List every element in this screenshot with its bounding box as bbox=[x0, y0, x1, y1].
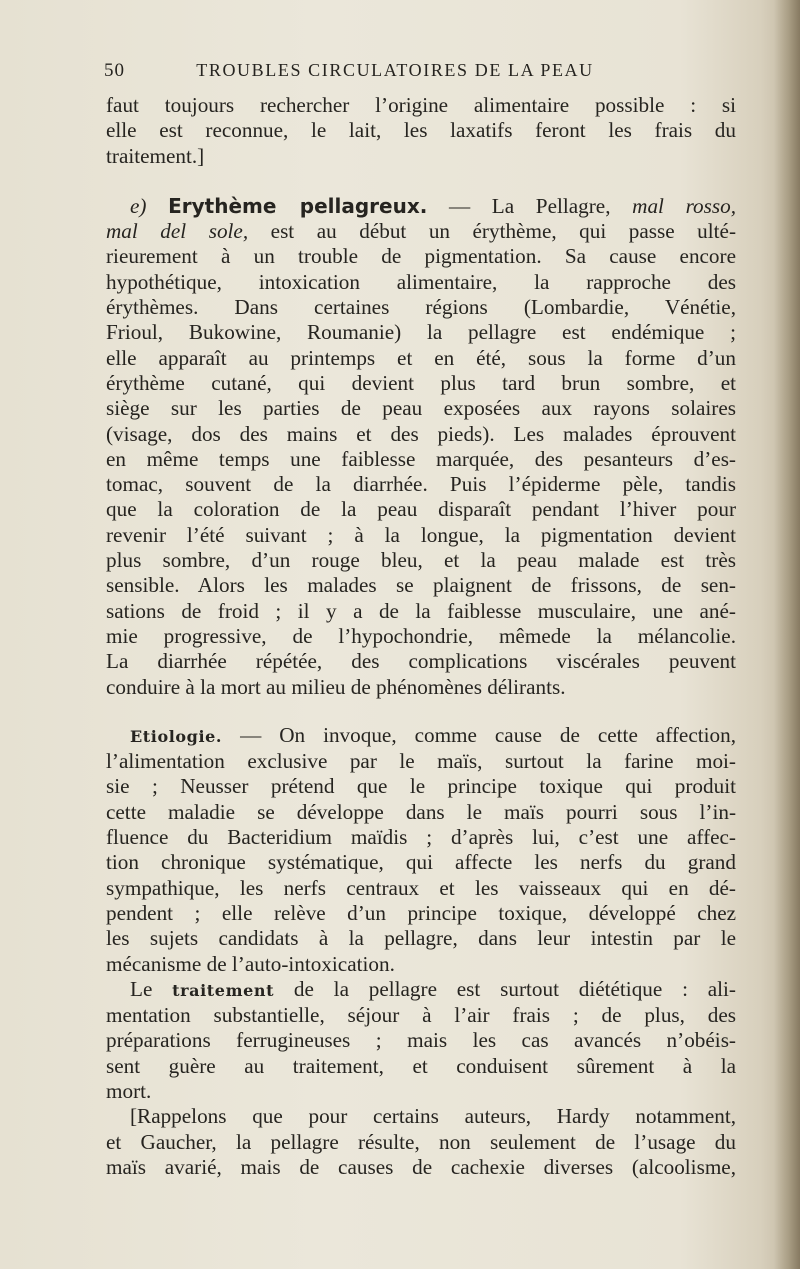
text-line: préparations ferrugineuses ; mais les cas avancés n’obéis- bbox=[106, 1028, 736, 1053]
text-line: mécanisme de l’auto-intoxication. bbox=[106, 951, 395, 976]
text-line: La diarrhée répétée, des complications viscérales peuvent bbox=[106, 649, 736, 674]
text-line: sent guère au traitement, et conduisent sûrement à la bbox=[106, 1053, 736, 1078]
text-line: l’alimentation exclusive par le maïs, surtout la farine moi- bbox=[106, 749, 736, 774]
text-line: pendent ; elle relève d’un principe toxique, développé chez bbox=[106, 900, 736, 925]
body-text bbox=[106, 93, 736, 1180]
page-edge-shadow bbox=[774, 0, 800, 1269]
text-line: e) Erythème pellagreux. — La Pellagre, mal rosso, bbox=[130, 193, 736, 218]
section-heading: Erythème pellagreux. bbox=[168, 193, 428, 218]
text-line: traitement.] bbox=[106, 143, 205, 168]
text-line: fluence du Bacteridium maïdis ; d’après lui, c’est une affec- bbox=[106, 825, 736, 850]
text-line: mie progressive, de l’hypochondrie, mêmede la mélancolie. bbox=[106, 623, 736, 648]
text-line: elle apparaît au printemps et en été, sous la forme d’un bbox=[106, 345, 736, 370]
text-line: sie ; Neusser prétend que le principe toxique qui produit bbox=[106, 774, 736, 799]
text-line: érythème cutané, qui devient plus tard brun sombre, et bbox=[106, 370, 736, 395]
text-line: plus sombre, d’un rouge bleu, et la peau malade est très bbox=[106, 548, 736, 573]
text-line: Frioul, Bukowine, Roumanie) la pellagre est endémique ; bbox=[106, 320, 736, 345]
running-title: TROUBLES CIRCULATOIRES DE LA PEAU bbox=[196, 60, 594, 80]
text-line: sations de froid ; il y a de la faiblesse musculaire, une ané- bbox=[106, 598, 736, 623]
text-line: tomac, souvent de la diarrhée. Puis l’épiderme pèle, tandis bbox=[106, 472, 736, 497]
text-line: et Gaucher, la pellagre résulte, non seulement de l’usage du bbox=[106, 1129, 736, 1154]
text-line: siège sur les parties de peau exposées aux rayons solaires bbox=[106, 396, 736, 421]
running-header bbox=[104, 60, 624, 82]
text-line: mort. bbox=[106, 1078, 152, 1103]
subsection-heading: traitement bbox=[172, 980, 275, 1000]
paragraph-etiologie bbox=[106, 723, 736, 977]
text-line: que la coloration de la peau disparaît pendant l’hiver pour bbox=[106, 497, 736, 522]
text-line: les sujets candidats à la pellagre, dans leur intestin par le bbox=[106, 926, 736, 951]
text-line: conduire à la mort au milieu de phénomènes délirants. bbox=[106, 674, 566, 699]
text-line: hypothétique, intoxication alimentaire, la rapproche des bbox=[106, 269, 736, 294]
text-line: mentation substantielle, séjour à l’air frais ; de plus, des bbox=[106, 1003, 736, 1028]
text-line: sensible. Alors les malades se plaignent de frissons, de sen- bbox=[106, 573, 736, 598]
text-line: revenir l’été suivant ; à la longue, la pigmentation devient bbox=[106, 522, 736, 547]
paragraph-traitement bbox=[106, 977, 736, 1104]
text-line: mal del sole, est au début un érythème, qui passe ulté- bbox=[106, 219, 736, 244]
text-line: tion chronique systématique, qui affecte les nerfs du grand bbox=[106, 850, 736, 875]
text-line: maïs avarié, mais de causes de cachexie diverses (alcoolisme, bbox=[106, 1154, 736, 1179]
text-line: cette maladie se développe dans le maïs pourri sous l’in- bbox=[106, 799, 736, 824]
paragraph-erytheme-pellagreux bbox=[106, 194, 736, 700]
paragraph-rappelons bbox=[106, 1104, 736, 1180]
text-line: érythèmes. Dans certaines régions (Lombardie, Vénétie, bbox=[106, 295, 736, 320]
text-line: en même temps une faiblesse marquée, des pesanteurs d’es- bbox=[106, 446, 736, 471]
text-line: elle est reconnue, le lait, les laxatifs feront les frais du bbox=[106, 118, 736, 143]
text-line: (visage, dos des mains et des pieds). Les malades éprouvent bbox=[106, 421, 736, 446]
text-line: sympathique, les nerfs centraux et les vaisseaux qui en dé- bbox=[106, 875, 736, 900]
page-number: 50 bbox=[104, 60, 125, 81]
paragraph-intro bbox=[106, 93, 736, 169]
text-line: Etiologie. — On invoque, comme cause de cette affection, bbox=[130, 722, 736, 747]
text-line: faut toujours rechercher l’origine alimentaire possible : si bbox=[106, 93, 736, 117]
subsection-heading: Etiologie. bbox=[130, 726, 223, 746]
text-line: Le traitement de la pellagre est surtout diététique : ali- bbox=[130, 976, 736, 1001]
text-line: [Rappelons que pour certains auteurs, Hardy notamment, bbox=[130, 1104, 736, 1129]
text-line: rieurement à un trouble de pigmentation. Sa cause encore bbox=[106, 244, 736, 269]
